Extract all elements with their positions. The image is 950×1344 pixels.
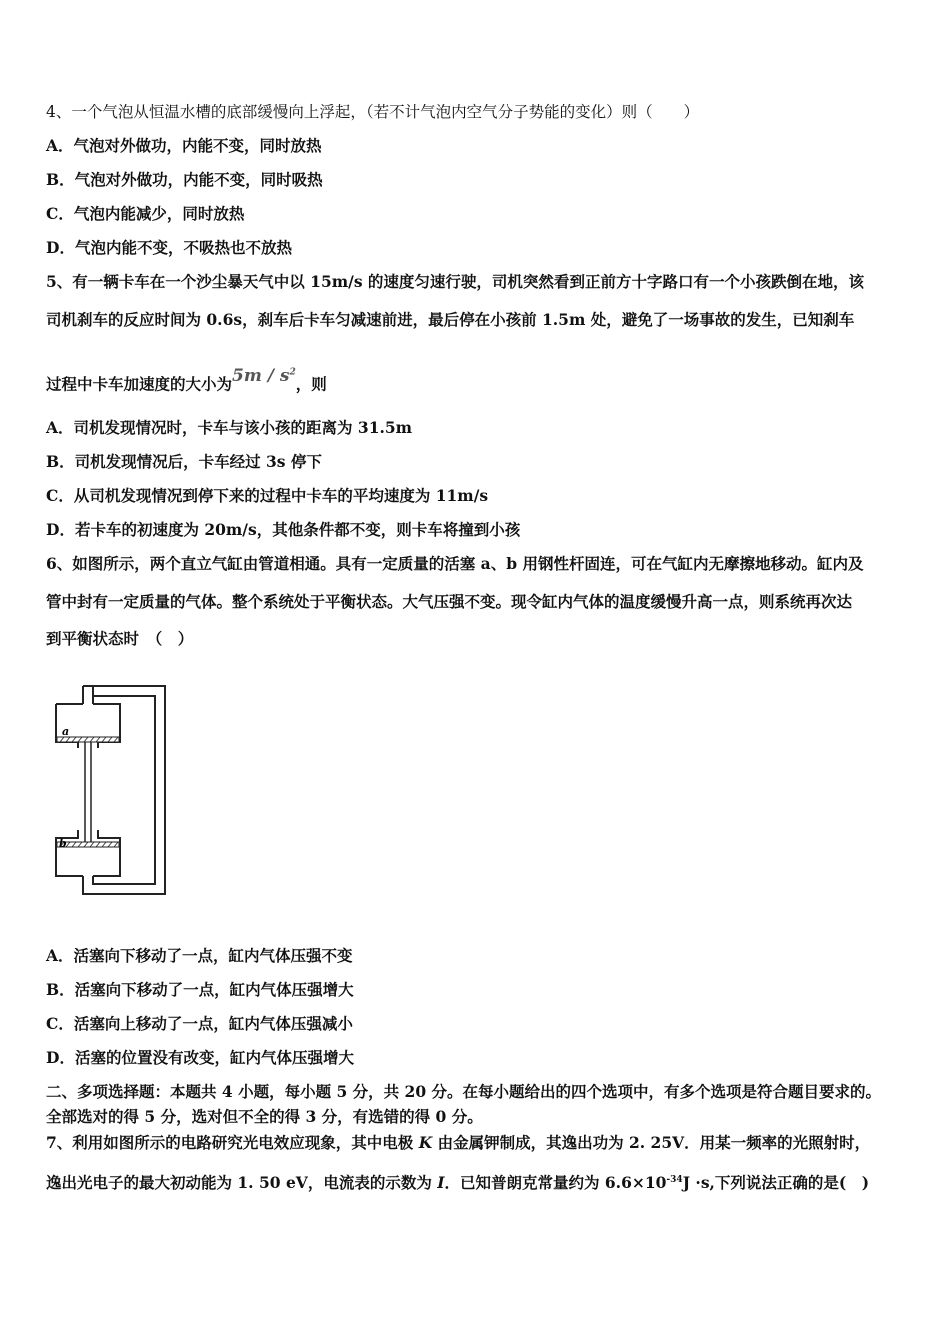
- acceleration-formula: [232, 366, 296, 386]
- q6-stem-line2: 管中封有一定质量的气体。整个系统处于平衡状态。大气压强不变。现令缸内气体的温度缓慢升高一点，则系统再次达: [46, 592, 853, 611]
- current-i: I: [437, 1173, 445, 1193]
- q6-option-b: B．活塞向下移动了一点，缸内气体压强增大: [46, 980, 354, 999]
- q4-option-b: B．气泡对外做功，内能不变，同时吸热: [46, 170, 323, 189]
- pipe-outer: [83, 686, 165, 894]
- q4-option-a: A．气泡对外做功，内能不变，同时放热: [46, 136, 322, 155]
- q7-line2-c: J ·s,下列说法正确的是( ): [682, 1173, 870, 1193]
- piston-b-label: b: [59, 837, 67, 850]
- q7-line2: [46, 1170, 869, 1193]
- cylinder-diagram: [50, 682, 170, 902]
- q6-option-c: C．活塞向上移动了一点，缸内气体压强减小: [46, 1014, 353, 1033]
- q5-stem-line2: 司机刹车的反应时间为 0.6s，刹车后卡车匀减速前进，最后停在小孩前 1.5m 处，避免了一场事故的发生，已知刹车: [46, 310, 855, 329]
- q4-option-d: D．气泡内能不变，不吸热也不放热: [46, 238, 292, 257]
- electrode-k: K: [418, 1133, 433, 1152]
- lower-cylinder-right: [93, 830, 120, 876]
- planck-exponent: -34: [666, 1175, 683, 1185]
- q7-line2-b: ．已知普朗克常量约为 6.6×10: [444, 1173, 667, 1193]
- section2-line1: 二、多项选择题：本题共 4 小题，每小题 5 分，共 20 分。在每小题给出的四个选项中，有多个选项是符合题目要求的。: [46, 1082, 882, 1101]
- pipe-inner: [93, 696, 155, 884]
- q5-option-d: D．若卡车的初速度为 20m/s，其他条件都不变，则卡车将撞到小孩: [46, 520, 521, 539]
- q7-line1-b: 由金属钾制成，其逸出功为 2. 25V．用某一频率的光照射时，: [432, 1133, 871, 1152]
- q7-line1-a: 7、利用如图所示的电路研究光电效应现象，其中电极: [46, 1133, 419, 1152]
- q5-stem-line1: 5、有一辆卡车在一个沙尘暴天气中以 15m/s 的速度匀速行驶，司机突然看到正前方十字路口有一个小孩跌倒在地，该: [46, 272, 864, 291]
- q5-option-b: B．司机发现情况后，卡车经过 3s 停下: [46, 452, 322, 471]
- connecting-rod: [85, 742, 91, 842]
- q5-stem-line3: [46, 365, 327, 395]
- q5-option-c: C．从司机发现情况到停下来的过程中卡车的平均速度为 11m/s: [46, 486, 489, 505]
- q5-stem-line3-suffix: ，则: [295, 374, 327, 394]
- q5-stem-line3-prefix: 过程中卡车加速度的大小为: [46, 374, 233, 394]
- q7-line1: [46, 1133, 870, 1153]
- q6-option-a: A．活塞向下移动了一点，缸内气体压强不变: [46, 946, 353, 965]
- q6-option-d: D．活塞的位置没有改变，缸内气体压强增大: [46, 1048, 354, 1067]
- section2-line2: 全部选对的得 5 分，选对但不全的得 3 分，有选错的得 0 分。: [46, 1107, 483, 1126]
- q5-option-a: A．司机发现情况时，卡车与该小孩的距离为 31.5m: [46, 418, 413, 437]
- q4-stem: 4、一个气泡从恒温水槽的底部缓慢向上浮起，（若不计气泡内空气分子势能的变化）则（ ）: [46, 103, 700, 121]
- q7-line2-a: 逸出光电子的最大初动能为 1. 50 eV，电流表的示数为: [46, 1173, 438, 1193]
- formula-exponent: 2: [289, 367, 296, 377]
- piston-a-label: a: [62, 725, 70, 738]
- q6-stem-line1: 6、如图所示，两个直立气缸由管道相通。具有一定质量的活塞 a、b 用钢性杆固连，可在气缸内无摩擦地移动。缸内及: [46, 554, 864, 573]
- q4-option-c: C．气泡内能减少，同时放热: [46, 204, 245, 223]
- formula-text: 5m / s: [232, 365, 290, 386]
- q6-stem-line3: 到平衡状态时 （ ）: [46, 629, 194, 648]
